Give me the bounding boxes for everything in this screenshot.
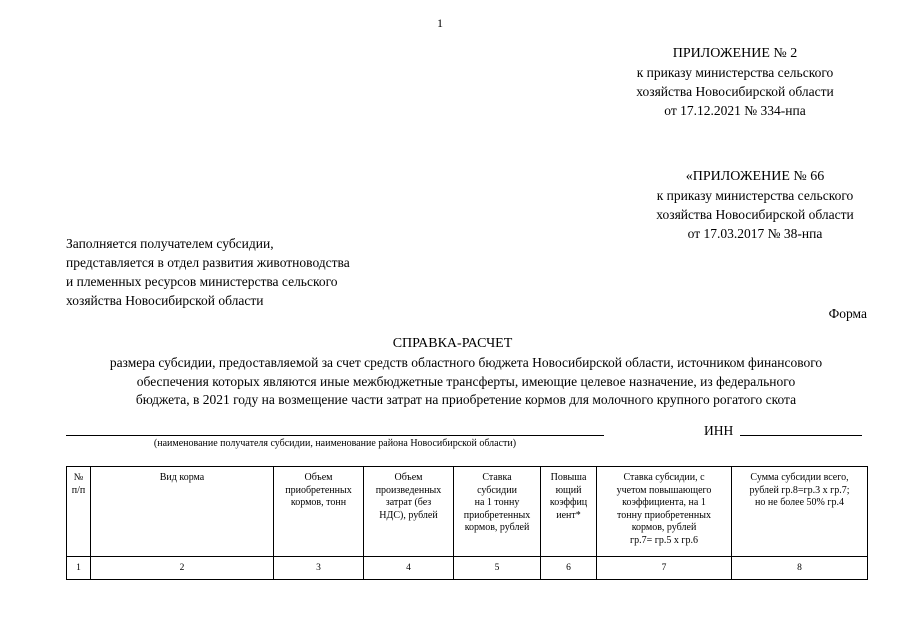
subtitle-line: обеспечения которых являются иные межбюджетные трансферты, имеющие целевое назначение, из федерального bbox=[136, 373, 796, 389]
column-number-cell: 1 bbox=[67, 557, 91, 580]
document-title: СПРАВКА-РАСЧЕТ bbox=[392, 336, 513, 351]
column-number-cell: 4 bbox=[364, 557, 454, 580]
attachment-header-original bbox=[620, 167, 890, 243]
header-cell: Сумма субсидии всего, рублей гр.8=гр.3 х гр.7; но не более 50% гр.4 bbox=[732, 467, 868, 557]
inn-label: ИНН bbox=[704, 423, 734, 438]
column-number-cell: 8 bbox=[732, 557, 868, 580]
note-line: хозяйства Новосибирской области bbox=[66, 293, 264, 308]
attachment-line: от 17.03.2017 № 38-нпа bbox=[687, 226, 823, 241]
header-cell: Ставка субсидии на 1 тонну приобретенных кормов, рублей bbox=[454, 467, 541, 557]
column-number-cell: 7 bbox=[597, 557, 732, 580]
attachment-line: от 17.12.2021 № 334-нпа bbox=[664, 103, 806, 118]
header-cell: Вид корма bbox=[91, 467, 274, 557]
recipient-name-field[interactable] bbox=[66, 423, 604, 436]
table-row bbox=[67, 557, 868, 580]
document-subtitle bbox=[56, 354, 876, 410]
attachment-line: к приказу министерства сельского bbox=[656, 188, 854, 203]
table-header-row bbox=[67, 467, 868, 557]
subtitle-line: бюджета, в 2021 году на возмещение части затрат на приобретение кормов для молочного крупного рогатого скота bbox=[135, 392, 797, 407]
column-number-cell: 2 bbox=[91, 557, 274, 580]
note-line: Заполняется получателем субсидии, bbox=[66, 236, 274, 251]
attachment-title: ПРИЛОЖЕНИЕ № 2 bbox=[672, 46, 798, 61]
column-number-cell: 3 bbox=[274, 557, 364, 580]
attachment-line: хозяйства Новосибирской области bbox=[636, 84, 834, 99]
calculation-table bbox=[66, 466, 868, 580]
attachment-line: к приказу министерства сельского bbox=[636, 65, 834, 80]
attachment-line: хозяйства Новосибирской области bbox=[656, 207, 854, 222]
inn-field[interactable] bbox=[740, 423, 862, 436]
recipient-caption: (наименование получателя субсидии, наименование района Новосибирской области) bbox=[153, 438, 517, 449]
attachment-title: «ПРИЛОЖЕНИЕ № 66 bbox=[685, 169, 825, 184]
header-cell: Объем приобретенных кормов, тонн bbox=[274, 467, 364, 557]
form-label: Форма bbox=[828, 306, 867, 321]
page-number: 1 bbox=[437, 16, 443, 30]
header-cell: Ставка субсидии, с учетом повышающего коэффициента, на 1 тонну приобретенных кормов, рублей гр.7= гр.5 х гр.6 bbox=[597, 467, 732, 557]
column-number-cell: 6 bbox=[541, 557, 597, 580]
filling-note bbox=[66, 234, 406, 310]
header-cell: № п/п bbox=[67, 467, 91, 557]
column-number-cell: 5 bbox=[454, 557, 541, 580]
note-line: представляется в отдел развития животноводства bbox=[66, 255, 350, 270]
attachment-header-current bbox=[600, 44, 870, 120]
subtitle-line: размера субсидии, предоставляемой за счет средств областного бюджета Новосибирской области, источником финансового bbox=[109, 355, 823, 370]
header-cell: Объем произведенных затрат (без НДС), рублей bbox=[364, 467, 454, 557]
header-cell: Повыша ющий коэффиц иент* bbox=[541, 467, 597, 557]
note-line: и племенных ресурсов министерства сельского bbox=[66, 274, 338, 289]
